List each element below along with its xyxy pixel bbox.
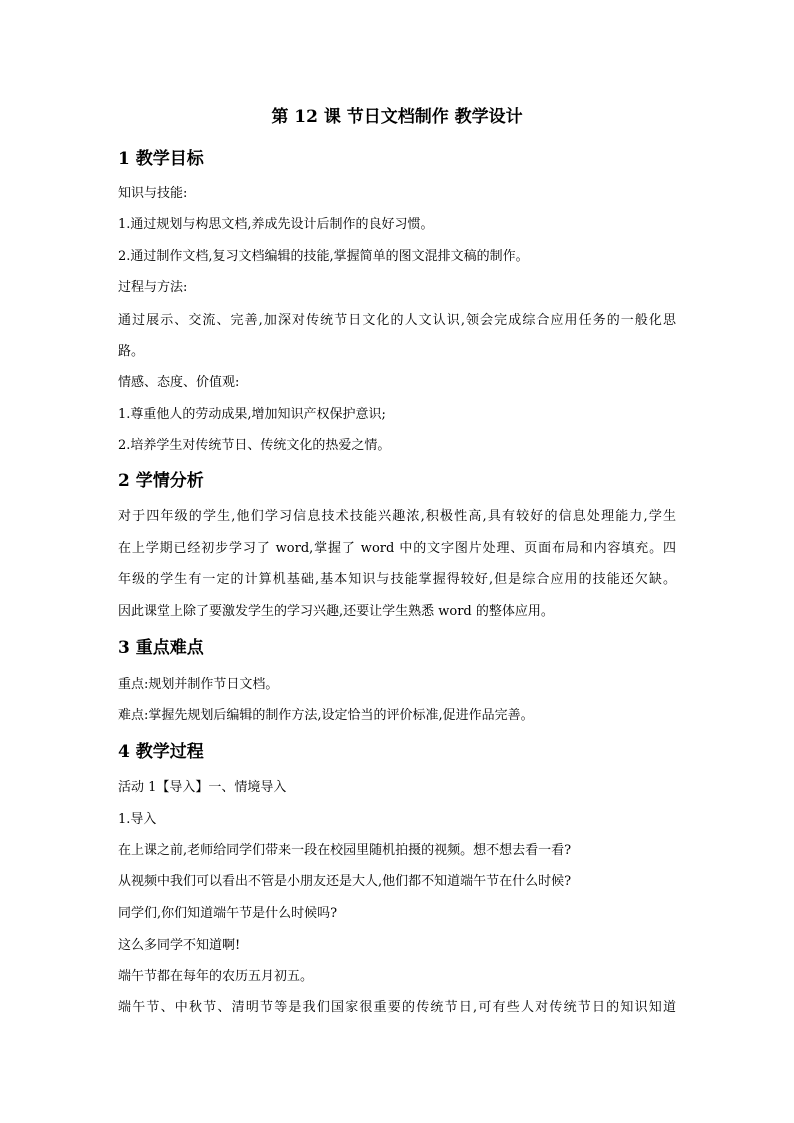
paragraph-line: 1.导入	[118, 812, 157, 827]
section-heading-key-points: 3 重点难点	[118, 638, 204, 658]
section-heading-student-analysis: 2 学情分析	[118, 471, 204, 491]
document-title: 第 12 课 节日文档制作 教学设计	[271, 107, 523, 127]
paragraph-line: 同学们,你们知道端午节是什么时候吗?	[118, 906, 338, 921]
paragraph-line: 1.通过规划与构思文档,养成先设计后制作的良好习惯。	[118, 217, 434, 232]
paragraph-line: 2.培养学生对传统节日、传统文化的热爱之情。	[118, 438, 391, 453]
paragraph-line: 从视频中我们可以看出不管是小朋友还是大人,他们都不知道端午节在什么时候?	[118, 874, 572, 889]
paragraph-line: 端午节都在每年的农历五月初五。	[118, 969, 314, 984]
paragraph-line: 情感、态度、价值观:	[118, 375, 240, 390]
paragraph-line: 对于四年级的学生,他们学习信息技术技能兴趣浓,积极性高,具有较好的信息处理能力,学生	[118, 509, 676, 524]
paragraph-line: 端午节、中秋节、清明节等是我们国家很重要的传统节日,可有些人对传统节日的知识知道	[118, 1000, 676, 1015]
paragraph-line: 知识与技能:	[118, 186, 188, 201]
paragraph-line: 在上学期已经初步学习了 word,掌握了 word 中的文字图片处理、页面布局和内容填充。四	[118, 541, 676, 556]
paragraph-line: 在上课之前,老师给同学们带来一段在校园里随机拍摄的视频。想不想去看一看?	[118, 843, 572, 858]
paragraph-line: 重点:规划并制作节日文档。	[118, 677, 279, 692]
paragraph-line: 这么多同学不知道啊!	[118, 938, 241, 953]
paragraph-line: 年级的学生有一定的计算机基础,基本知识与技能掌握得较好,但是综合应用的技能还欠缺。	[118, 572, 676, 587]
paragraph-line: 过程与方法:	[118, 280, 188, 295]
section-heading-objectives: 1 教学目标	[118, 149, 204, 169]
section-heading-process: 4 教学过程	[118, 742, 204, 762]
paragraph-line: 活动 1【导入】一、情境导入	[118, 780, 287, 795]
paragraph-line: 2.通过制作文档,复习文档编辑的技能,掌握简单的图文混排文稿的制作。	[118, 249, 529, 264]
paragraph-line: 路。	[118, 344, 145, 359]
paragraph-line: 因此课堂上除了要激发学生的学习兴趣,还要让学生熟悉 word 的整体应用。	[118, 604, 554, 619]
paragraph-line: 1.尊重他人的劳动成果,增加知识产权保护意识;	[118, 407, 386, 422]
paragraph-line: 难点:掌握先规划后编辑的制作方法,设定恰当的评价标准,促进作品完善。	[118, 708, 534, 723]
paragraph-line: 通过展示、交流、完善,加深对传统节日文化的人文认识,领会完成综合应用任务的一般化思	[118, 313, 676, 328]
